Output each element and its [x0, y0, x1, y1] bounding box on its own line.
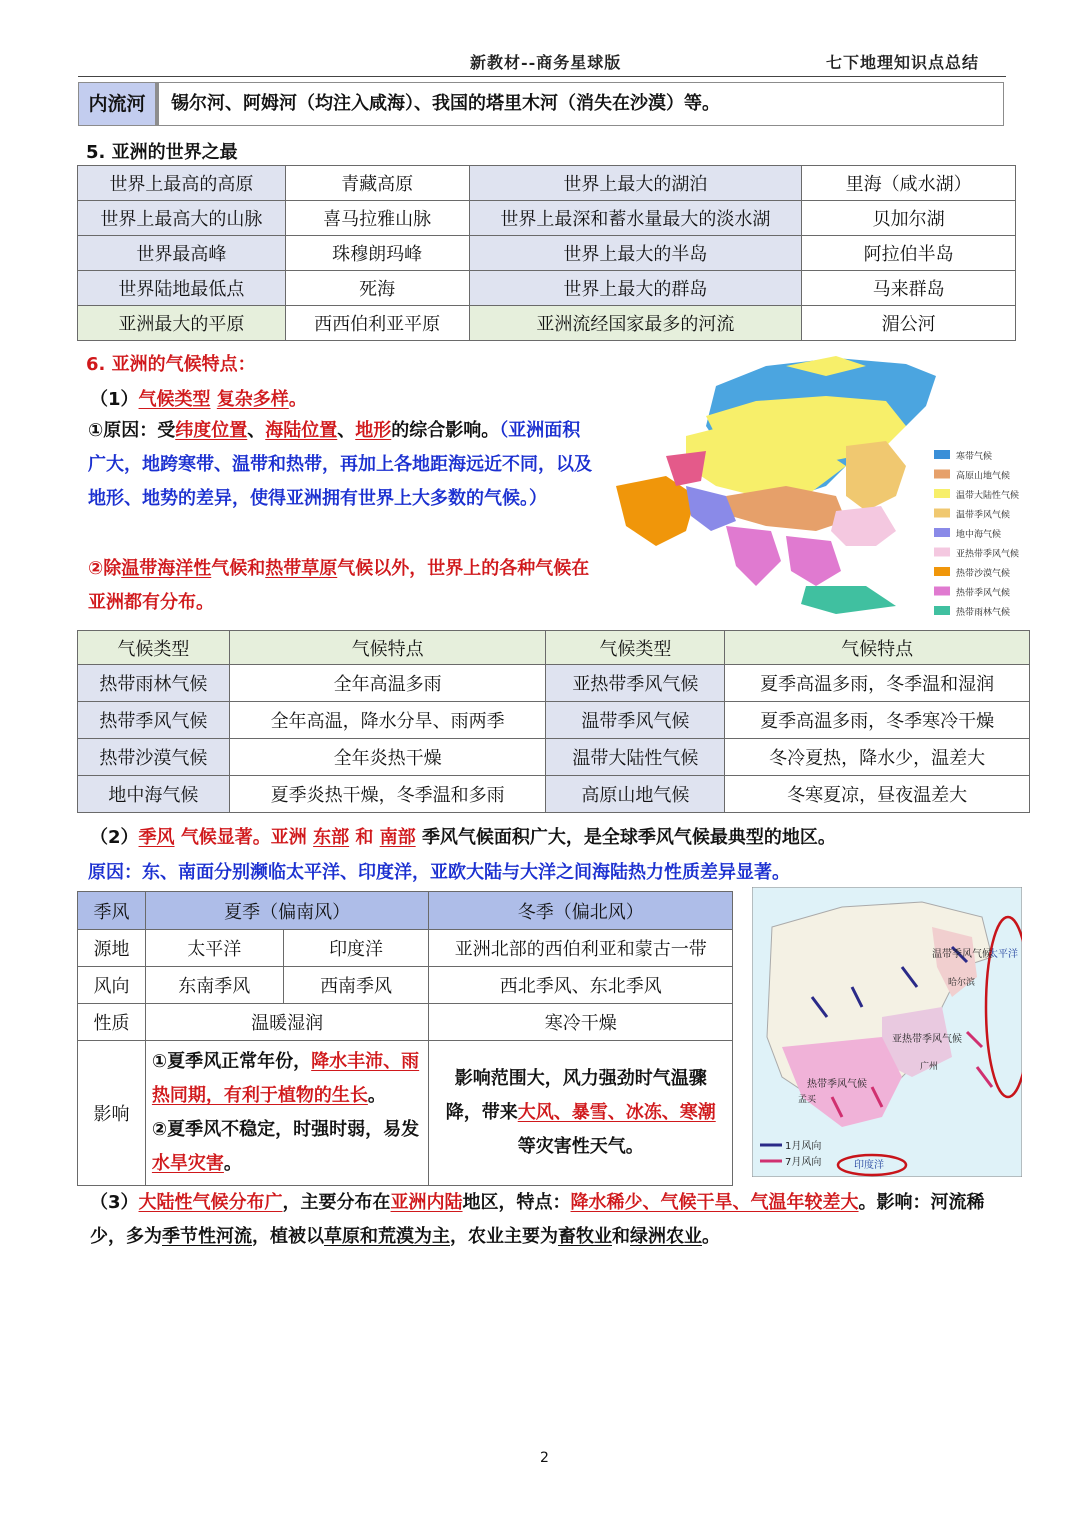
reason-label: ①原因：受	[88, 420, 176, 441]
reason-explanation: （亚洲面积广大，地跨寒带、温带和热带，再加上各地距海远近不同，以及地形、地势的差异，使得亚洲拥有世界上大多数的气候。）	[88, 420, 592, 509]
impact-s2c: 。	[223, 1153, 242, 1174]
reason-sep: 、	[247, 420, 266, 441]
reason-end: 的综合影响。	[391, 420, 500, 441]
reason-3: 地形	[355, 420, 392, 441]
climate-feature: 冬寒夏凉，昼夜温差大	[725, 776, 1030, 813]
cont-d: 地区，特点：	[462, 1192, 571, 1213]
cont-n: 绿洲农业	[630, 1226, 702, 1247]
climate-type: 热带季风气候	[78, 702, 230, 739]
column-header: 夏季（偏南风）	[145, 892, 429, 930]
climate-type: 热带沙漠气候	[78, 739, 230, 776]
legend-swatch	[934, 470, 950, 479]
map-label: 印度洋	[854, 1160, 884, 1171]
record-value: 青藏高原	[285, 166, 469, 201]
section-6-title: 6. 亚洲的气候特点：	[86, 354, 256, 375]
cell: 东南季风	[145, 967, 283, 1004]
record-label: 亚洲流经国家最多的河流	[469, 306, 802, 341]
legend-label: 亚热带季风气候	[956, 549, 1020, 560]
section-5-title: 5. 亚洲的世界之最	[86, 142, 238, 163]
map-label: 热带季风气候	[807, 1079, 867, 1090]
climate-point-2	[88, 552, 594, 620]
cont-b: ，主要分布在	[282, 1192, 391, 1213]
p2-b: 气候显著。亚洲	[180, 827, 307, 848]
table-row	[78, 1004, 733, 1041]
row-header: 风向	[78, 967, 146, 1004]
legend-swatch	[934, 567, 950, 576]
continental-paragraph	[90, 1186, 1020, 1254]
monsoon-reason: 原因：东、南面分别濒临太平洋、印度洋，亚欧大陆与大洋之间海陆热力性质差异显著。	[88, 862, 790, 883]
record-value: 湄公河	[802, 306, 1016, 341]
cell: 太平洋	[145, 930, 283, 967]
point2-e: 气候以外，世界上的各种气候在亚洲都有分布。	[88, 558, 590, 613]
legend-swatch	[934, 489, 950, 498]
column-header: 气候特点	[229, 631, 546, 665]
summer-impact	[145, 1041, 429, 1186]
climate-feature: 全年炎热干燥	[229, 739, 546, 776]
record-value: 阿拉伯半岛	[802, 236, 1016, 271]
climate-type: 温带大陆性气候	[546, 739, 725, 776]
p2-d: 和	[355, 827, 374, 848]
map-label: 哈尔滨	[948, 978, 976, 988]
legend-label: 温带季风气候	[956, 510, 1011, 521]
page-number: 2	[540, 1450, 549, 1466]
climate-feature: 夏季高温多雨，冬季寒冷干燥	[725, 702, 1030, 739]
cont-f: 。影响：	[858, 1192, 931, 1213]
point2-c: 气候和	[211, 558, 266, 579]
record-value: 西西伯利亚平原	[285, 306, 469, 341]
climate-type: 高原山地气候	[546, 776, 725, 813]
climate-type: 亚热带季风气候	[546, 665, 725, 702]
climate-type: 地中海气候	[78, 776, 230, 813]
point2-a: ②除	[88, 558, 122, 579]
asia-climate-map	[606, 346, 1028, 622]
map-label: 温带季风气候	[932, 949, 992, 960]
table-row	[78, 930, 733, 967]
table-header-row	[78, 631, 1030, 665]
column-header: 气候特点	[725, 631, 1030, 665]
cell: 西南季风	[283, 967, 429, 1004]
inland-river-label: 内流河	[79, 83, 155, 125]
climate-feature: 夏季炎热干燥，冬季温和多雨	[229, 776, 546, 813]
record-label: 世界上最大的湖泊	[469, 166, 802, 201]
table-row	[78, 236, 1016, 271]
cell: 亚洲北部的西伯利亚和蒙古一带	[429, 930, 733, 967]
record-label: 世界最高峰	[78, 236, 286, 271]
table-row	[78, 166, 1016, 201]
cont-k: ，农业主要为	[450, 1226, 558, 1247]
legend-label: 温带大陆性气候	[956, 491, 1020, 501]
climate-feature: 夏季高温多雨，冬季温和湿润	[725, 665, 1030, 702]
table-row	[78, 739, 1030, 776]
table-row	[78, 1041, 733, 1186]
table-row	[78, 306, 1016, 341]
legend-swatch	[934, 548, 950, 557]
legend-label: 地中海气候	[956, 530, 1002, 540]
impact-s2a: ②夏季风不稳定，时强时弱，易发	[151, 1119, 420, 1140]
table-row	[78, 201, 1016, 236]
cont-j: 草原和荒漠为主	[324, 1226, 450, 1247]
map-label: 1月风向	[785, 1141, 822, 1152]
impact-s2b: 水旱灾害	[151, 1153, 224, 1174]
record-value: 珠穆朗玛峰	[285, 236, 469, 271]
header-left: 新教材--商务星球版	[470, 53, 622, 72]
inland-river-text: 锡尔河、阿姆河（均注入咸海）、我国的塔里木河（消失在沙漠）等。	[171, 93, 720, 114]
asia-monsoon-map	[752, 887, 1022, 1177]
header-rule	[78, 76, 1006, 77]
legend-swatch	[934, 587, 950, 596]
map-label: 亚热带季风气候	[892, 1034, 962, 1045]
legend-label: 热带沙漠气候	[956, 569, 1011, 579]
cont-l: 畜牧业	[558, 1226, 612, 1247]
monsoon-p2	[90, 823, 836, 849]
record-value: 喜马拉雅山脉	[285, 201, 469, 236]
cont-a: 大陆性气候分布广	[138, 1192, 283, 1213]
header-right: 七下地理知识点总结	[826, 53, 980, 72]
inland-river-box	[78, 82, 1004, 126]
p1-prefix: （1）	[90, 389, 139, 410]
map-label: 孟买	[798, 1095, 817, 1105]
cont-e: 降水稀少、气候干旱、气温年较差大	[570, 1192, 859, 1213]
monsoon-table	[77, 891, 733, 1186]
legend-swatch	[934, 450, 950, 459]
climate-type: 温带季风气候	[546, 702, 725, 739]
record-label: 世界上最大的半岛	[469, 236, 802, 271]
cont-g: 河流稀少，多为	[90, 1192, 985, 1247]
cont-o: 。	[702, 1226, 720, 1247]
cell: 寒冷干燥	[429, 1004, 733, 1041]
record-value: 里海（咸水湖）	[802, 166, 1016, 201]
reason-sep: 、	[337, 420, 356, 441]
legend-label: 寒带气候	[956, 452, 993, 462]
column-header: 季风	[78, 892, 146, 930]
record-value: 贝加尔湖	[802, 201, 1016, 236]
climate-type: 热带雨林气候	[78, 665, 230, 702]
legend-swatch	[934, 509, 950, 518]
p1-keyword-b: 复杂多样	[216, 389, 289, 410]
row-header: 性质	[78, 1004, 146, 1041]
column-header: 冬季（偏北风）	[429, 892, 733, 930]
record-label: 世界上最深和蓄水量最大的淡水湖	[469, 201, 802, 236]
table-row	[78, 665, 1030, 702]
record-value: 马来群岛	[802, 271, 1016, 306]
world-records-table	[77, 165, 1016, 341]
row-header: 源地	[78, 930, 146, 967]
legend-label: 热带雨林气候	[956, 608, 1011, 618]
map-label: 广州	[920, 1062, 939, 1072]
legend-swatch	[934, 606, 950, 615]
p2-f: 季风气候面积广大，是全球季风气候最典型的地区。	[421, 827, 836, 848]
climate-reason	[88, 414, 594, 516]
record-label: 世界上最高大的山脉	[78, 201, 286, 236]
p2-e: 南部	[379, 827, 416, 848]
table-row	[78, 967, 733, 1004]
column-header: 气候类型	[546, 631, 725, 665]
legend-label: 热带季风气候	[956, 588, 1011, 599]
impact-s1a: ①夏季风正常年份，	[151, 1051, 312, 1072]
p1-keyword-a: 气候类型	[138, 389, 211, 410]
map-label: 7月风向	[785, 1157, 822, 1168]
cell: 西北季风、东北季风	[429, 967, 733, 1004]
climate-p1	[90, 385, 307, 411]
record-label: 世界陆地最低点	[78, 271, 286, 306]
map-label: 太平洋	[988, 949, 1018, 960]
p2-prefix: （2）	[90, 827, 139, 848]
reason-1: 纬度位置	[175, 420, 248, 441]
climate-table	[77, 630, 1030, 813]
cont-h: 季节性河流	[162, 1226, 252, 1247]
p2-c: 东部	[313, 827, 350, 848]
climate-feature: 全年高温多雨	[229, 665, 546, 702]
record-label: 世界上最高的高原	[78, 166, 286, 201]
record-label: 亚洲最大的平原	[78, 306, 286, 341]
point2-d: 热带草原	[265, 558, 338, 579]
cell: 印度洋	[283, 930, 429, 967]
cont-i: ，植被以	[252, 1226, 324, 1247]
impact-w1: 影响范围大，风力强劲时气温骤降，带来	[445, 1068, 707, 1123]
climate-feature: 全年高温，降水分旱、雨两季	[229, 702, 546, 739]
table-header-row	[78, 892, 733, 930]
impact-w2: 大风、暴雪、冰冻、寒潮	[517, 1102, 716, 1123]
inland-river-divider	[155, 83, 159, 125]
p2-a: 季风	[138, 827, 175, 848]
cont-prefix: （3）	[90, 1192, 139, 1213]
column-header: 气候类型	[78, 631, 230, 665]
table-row	[78, 776, 1030, 813]
row-header: 影响	[78, 1041, 146, 1186]
impact-s1c: 。	[367, 1085, 386, 1106]
cont-m: 和	[612, 1226, 630, 1247]
impact-s1b: 降水丰沛、雨热同期，有利于植物的生长	[151, 1051, 420, 1106]
winter-impact	[429, 1041, 733, 1186]
record-value: 死海	[285, 271, 469, 306]
legend-swatch	[934, 528, 950, 537]
table-row	[78, 271, 1016, 306]
cell: 温暖湿润	[145, 1004, 429, 1041]
point2-b: 温带海洋性	[121, 558, 212, 579]
table-row	[78, 702, 1030, 739]
impact-w3: 等灾害性天气。	[517, 1136, 644, 1157]
legend-label: 高原山地气候	[956, 471, 1011, 482]
p1-end: 。	[288, 389, 307, 410]
climate-feature: 冬冷夏热，降水少，温差大	[725, 739, 1030, 776]
record-label: 世界上最大的群岛	[469, 271, 802, 306]
reason-2: 海陆位置	[265, 420, 338, 441]
cont-c: 亚洲内陆	[390, 1192, 463, 1213]
